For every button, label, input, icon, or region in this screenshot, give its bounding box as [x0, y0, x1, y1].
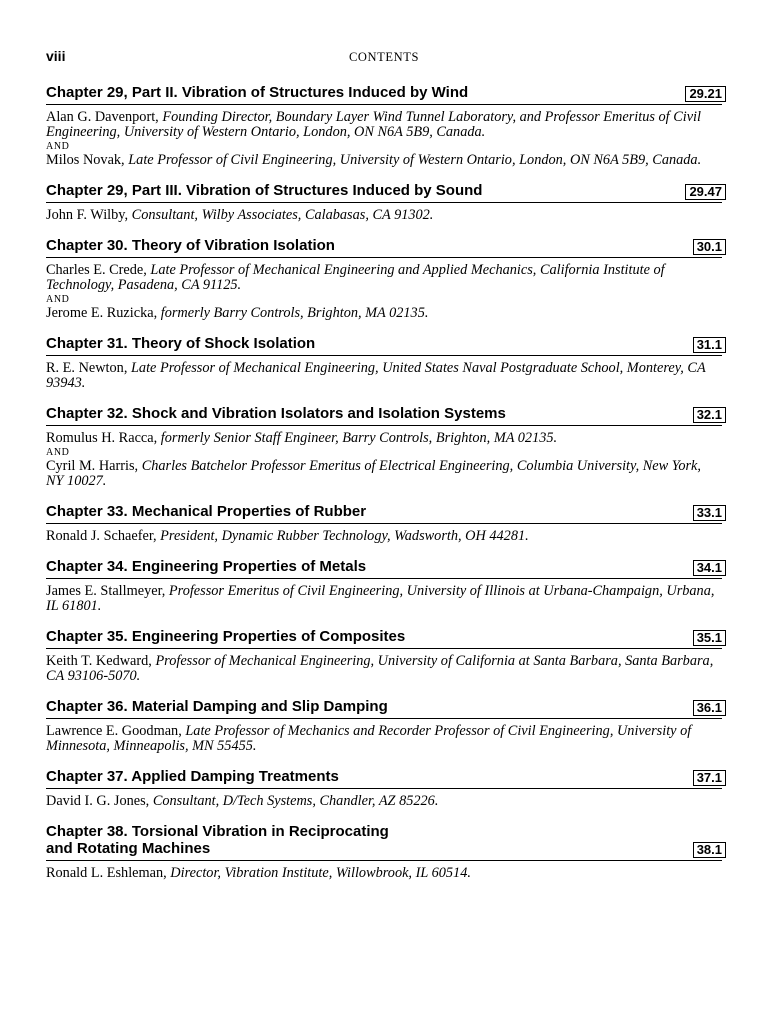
- contributor-name: Ronald J. Schaefer,: [46, 528, 157, 544]
- toc-entry: [46, 558, 722, 614]
- toc-entry: [46, 405, 722, 489]
- contributor-list: [46, 426, 722, 489]
- chapter-title: Chapter 34. Engineering Properties of Metals: [46, 558, 367, 575]
- chapter-page-number: 33.1: [693, 505, 726, 521]
- toc-entry: [46, 698, 722, 754]
- chapter-heading: [46, 768, 722, 789]
- chapter-page-number: 29.47: [685, 184, 726, 200]
- contributor: [46, 866, 722, 881]
- contributor-name: David I. G. Jones,: [46, 793, 150, 809]
- toc-entry: [46, 335, 722, 391]
- contributor-name: Cyril M. Harris,: [46, 458, 139, 474]
- contributor-list: [46, 203, 722, 223]
- contributor: [46, 459, 722, 489]
- page-number: viii: [46, 48, 66, 64]
- chapter-page-number: 35.1: [693, 630, 726, 646]
- and-separator: AND: [46, 141, 70, 152]
- contributor-name: Jerome E. Ruzicka,: [46, 305, 158, 321]
- chapter-heading: [46, 503, 722, 524]
- contributor: [46, 529, 722, 544]
- contributor: [46, 431, 722, 446]
- contributor-list: [46, 258, 722, 321]
- contributor-name: Alan G. Davenport,: [46, 109, 159, 125]
- contributor-affiliation: Director, Vibration Institute, Willowbrook, IL 60514.: [170, 865, 471, 881]
- toc-entry: [46, 768, 722, 809]
- chapter-title: Chapter 33. Mechanical Properties of Rubber: [46, 503, 367, 520]
- chapter-heading: [46, 698, 722, 719]
- contributor-list: [46, 649, 722, 684]
- chapter-title: Chapter 37. Applied Damping Treatments: [46, 768, 339, 785]
- contributor-affiliation: Late Professor of Mechanical Engineering and Applied Mechanics, California Institute of Technology, Pasadena, CA 91125.: [46, 262, 665, 293]
- chapter-page-number: 31.1: [693, 337, 726, 353]
- chapter-title: Chapter 35. Engineering Properties of Composites: [46, 628, 406, 645]
- contributor-name: Keith T. Kedward,: [46, 653, 152, 669]
- contributor-affiliation: Late Professor of Mechanics and Recorder Professor of Civil Engineering, University of Minnesota, Minneapolis, MN 55455.: [46, 723, 692, 754]
- chapter-title: Chapter 29, Part II. Vibration of Structures Induced by Wind: [46, 84, 469, 101]
- contributor: [46, 263, 722, 293]
- chapter-heading: [46, 823, 722, 861]
- contributor-affiliation: Consultant, D/Tech Systems, Chandler, AZ 85226.: [152, 793, 439, 809]
- chapter-page-number: 37.1: [693, 770, 726, 786]
- chapter-heading: [46, 182, 722, 203]
- and-separator: AND: [46, 294, 70, 305]
- chapter-page-number: 38.1: [693, 842, 726, 858]
- contributor-list: [46, 719, 722, 754]
- chapter-heading: [46, 84, 722, 105]
- running-head: CONTENTS: [348, 50, 420, 64]
- toc-entry: [46, 628, 722, 684]
- contributor-affiliation: Founding Director, Boundary Layer Wind Tunnel Laboratory, and Professor Emeritus of Civil Engineering, University of Western Ontario, London, ON N6A 5B9, Canada.: [46, 109, 701, 140]
- chapter-page-number: 32.1: [693, 407, 726, 423]
- contributor-name: John F. Wilby,: [46, 207, 129, 223]
- contributor-list: [46, 524, 722, 544]
- table-of-contents: [46, 84, 722, 881]
- chapter-page-number: 36.1: [693, 700, 726, 716]
- chapter-heading: [46, 237, 722, 258]
- contributor: [46, 584, 722, 614]
- chapter-title: Chapter 32. Shock and Vibration Isolators and Isolation Systems: [46, 405, 506, 422]
- contributor-name: Milos Novak,: [46, 152, 125, 168]
- contributor-affiliation: Professor of Mechanical Engineering, University of California at Santa Barbara, Santa Barbara, CA 93106-5070.: [46, 653, 714, 684]
- chapter-heading: [46, 558, 722, 579]
- toc-entry: [46, 503, 722, 544]
- contributor-name: Ronald L. Eshleman,: [46, 865, 167, 881]
- chapter-heading: [46, 335, 722, 356]
- chapter-title: Chapter 31. Theory of Shock Isolation: [46, 335, 316, 352]
- contributor-affiliation: Professor Emeritus of Civil Engineering, University of Illinois at Urbana-Champaign, Urbana, IL 61801.: [46, 583, 715, 614]
- contributor-list: [46, 105, 722, 168]
- contributor: [46, 724, 722, 754]
- contributor-list: [46, 789, 722, 809]
- chapter-heading: [46, 628, 722, 649]
- contributor: [46, 654, 722, 684]
- contributor-affiliation: President, Dynamic Rubber Technology, Wadsworth, OH 44281.: [160, 528, 529, 544]
- contributor-affiliation: Consultant, Wilby Associates, Calabasas, CA 91302.: [131, 207, 434, 223]
- contributor-name: James E. Stallmeyer,: [46, 583, 166, 599]
- contributor: [46, 208, 722, 223]
- chapter-page-number: 34.1: [693, 560, 726, 576]
- contributor: [46, 794, 722, 809]
- toc-entry: [46, 237, 722, 321]
- chapter-title: Chapter 38. Torsional Vibration in Reciprocating and Rotating Machines: [46, 823, 389, 857]
- contributor-affiliation: Late Professor of Mechanical Engineering, United States Naval Postgraduate School, Monterey, CA 93943.: [46, 360, 706, 391]
- contributor: [46, 153, 722, 168]
- contributor-affiliation: formerly Barry Controls, Brighton, MA 02135.: [160, 305, 429, 321]
- toc-entry: [46, 182, 722, 223]
- contributor: [46, 110, 722, 140]
- chapter-heading: [46, 405, 722, 426]
- and-separator: AND: [46, 447, 70, 458]
- contributor-affiliation: Charles Batchelor Professor Emeritus of Electrical Engineering, Columbia University, New York, NY 10027.: [46, 458, 701, 489]
- chapter-page-number: 30.1: [693, 239, 726, 255]
- contributor-list: [46, 579, 722, 614]
- contributor: [46, 361, 722, 391]
- contributor-name: Lawrence E. Goodman,: [46, 723, 182, 739]
- chapter-title: Chapter 29, Part III. Vibration of Structures Induced by Sound: [46, 182, 483, 199]
- toc-entry: [46, 84, 722, 168]
- contributor-affiliation: Late Professor of Civil Engineering, University of Western Ontario, London, ON N6A 5B9, Canada.: [128, 152, 702, 168]
- chapter-title: Chapter 30. Theory of Vibration Isolation: [46, 237, 335, 254]
- contributor: [46, 306, 722, 321]
- contributor-list: [46, 861, 722, 881]
- chapter-title: Chapter 36. Material Damping and Slip Damping: [46, 698, 388, 715]
- page-header: [46, 46, 722, 68]
- toc-entry: [46, 823, 722, 881]
- contributor-affiliation: formerly Senior Staff Engineer, Barry Controls, Brighton, MA 02135.: [160, 430, 558, 446]
- contributor-name: Romulus H. Racca,: [46, 430, 158, 446]
- contributor-list: [46, 356, 722, 391]
- contributor-name: R. E. Newton,: [46, 360, 128, 376]
- contributor-name: Charles E. Crede,: [46, 262, 147, 278]
- chapter-page-number: 29.21: [685, 86, 726, 102]
